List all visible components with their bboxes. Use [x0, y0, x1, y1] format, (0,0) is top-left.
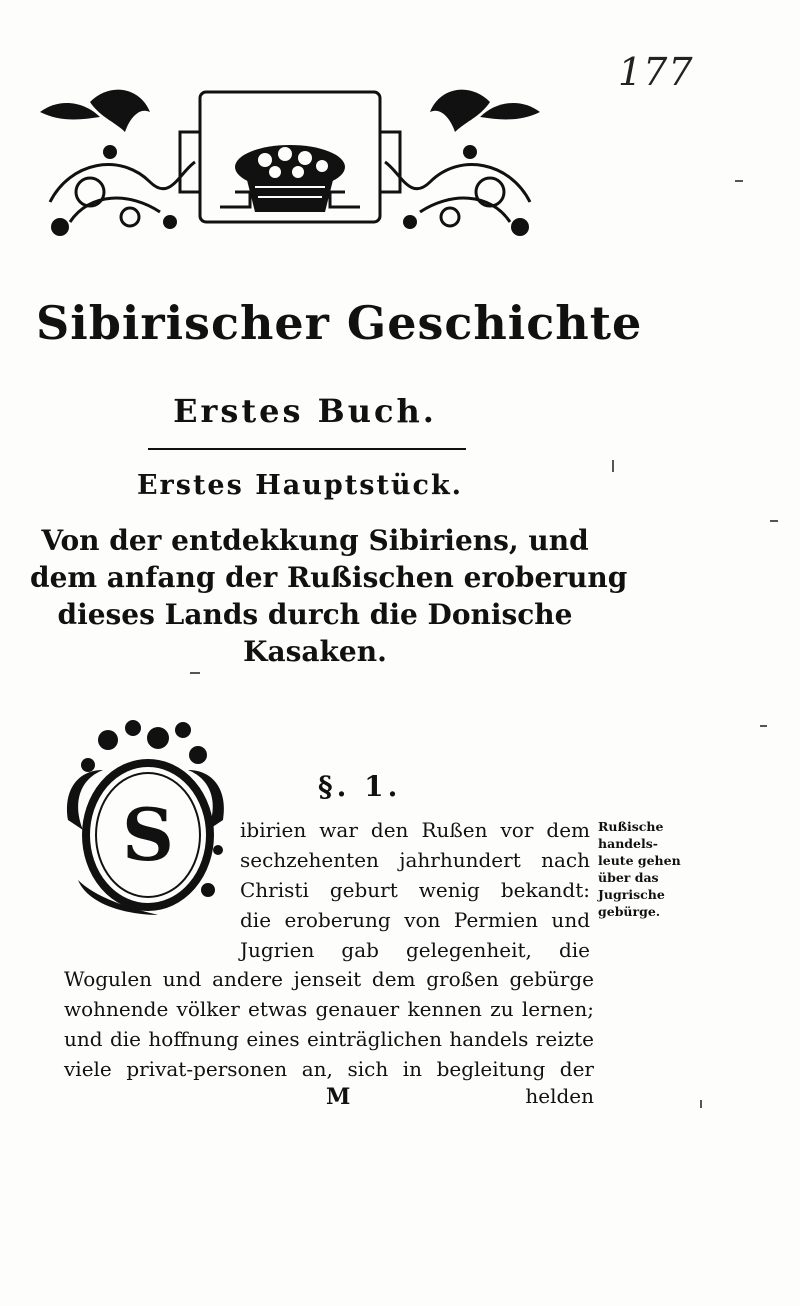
heading-rule [148, 448, 466, 450]
chapter-title-line: dieses Lands durch die Donische [57, 598, 573, 631]
text-line: ibirien war den Rußen vor dem [240, 818, 590, 842]
chapter-heading: Erstes Hauptstück. [136, 470, 464, 501]
paper-speck [190, 672, 200, 674]
text-line: Christi geburt wenig bekandt: [240, 878, 590, 902]
book-title: Sibirischer Geschichte [36, 296, 643, 350]
paper-speck [700, 1100, 702, 1108]
paper-speck [760, 725, 767, 727]
text-line: und die hoffnung eines einträglichen handels reizte [64, 1027, 594, 1051]
text-line: sechzehenten jahrhundert nach [240, 848, 590, 872]
chapter-title [30, 522, 628, 670]
marginal-note-line: handels- [598, 836, 658, 851]
chapter-title-line: dem anfang der Rußischen eroberung [30, 561, 628, 594]
headpiece-ornament [30, 72, 550, 242]
marginal-note [598, 818, 694, 920]
body-text [64, 964, 594, 1084]
initial-letter: S [122, 792, 174, 877]
text-line: die eroberung von Permien und [240, 908, 590, 932]
paper-speck [735, 180, 743, 182]
text-line: Jugrien gab gelegenheit, die [240, 938, 590, 962]
chapter-title-line: Kasaken. [243, 635, 387, 668]
marginal-note-line: leute gehen [598, 853, 681, 868]
chapter-title-line: Von der entdekkung Sibiriens, und [41, 524, 589, 557]
folio-number: 177 [618, 50, 694, 94]
text-line: wohnende völker etwas genauer kennen zu lernen; [64, 997, 594, 1021]
marginal-note-line: über das [598, 870, 659, 885]
page-footer [64, 1084, 594, 1116]
marginal-note-line: Jugrische [598, 887, 665, 902]
signature-mark: M [326, 1084, 351, 1110]
paper-speck [770, 520, 778, 522]
body-text-indented [240, 815, 590, 965]
marginal-note-line: Rußische [598, 819, 664, 834]
marginal-note-line: gebürge. [598, 904, 661, 919]
text-line: viele privat-personen an, sich in begleitung der [64, 1057, 594, 1081]
text-line: Wogulen und andere jenseit dem großen gebürge [64, 967, 594, 991]
paper-speck [612, 460, 614, 472]
catchword: helden [525, 1084, 594, 1108]
decorated-initial [58, 710, 238, 930]
book-heading: Erstes Buch. [173, 392, 437, 430]
section-number: §. 1. [318, 770, 402, 803]
